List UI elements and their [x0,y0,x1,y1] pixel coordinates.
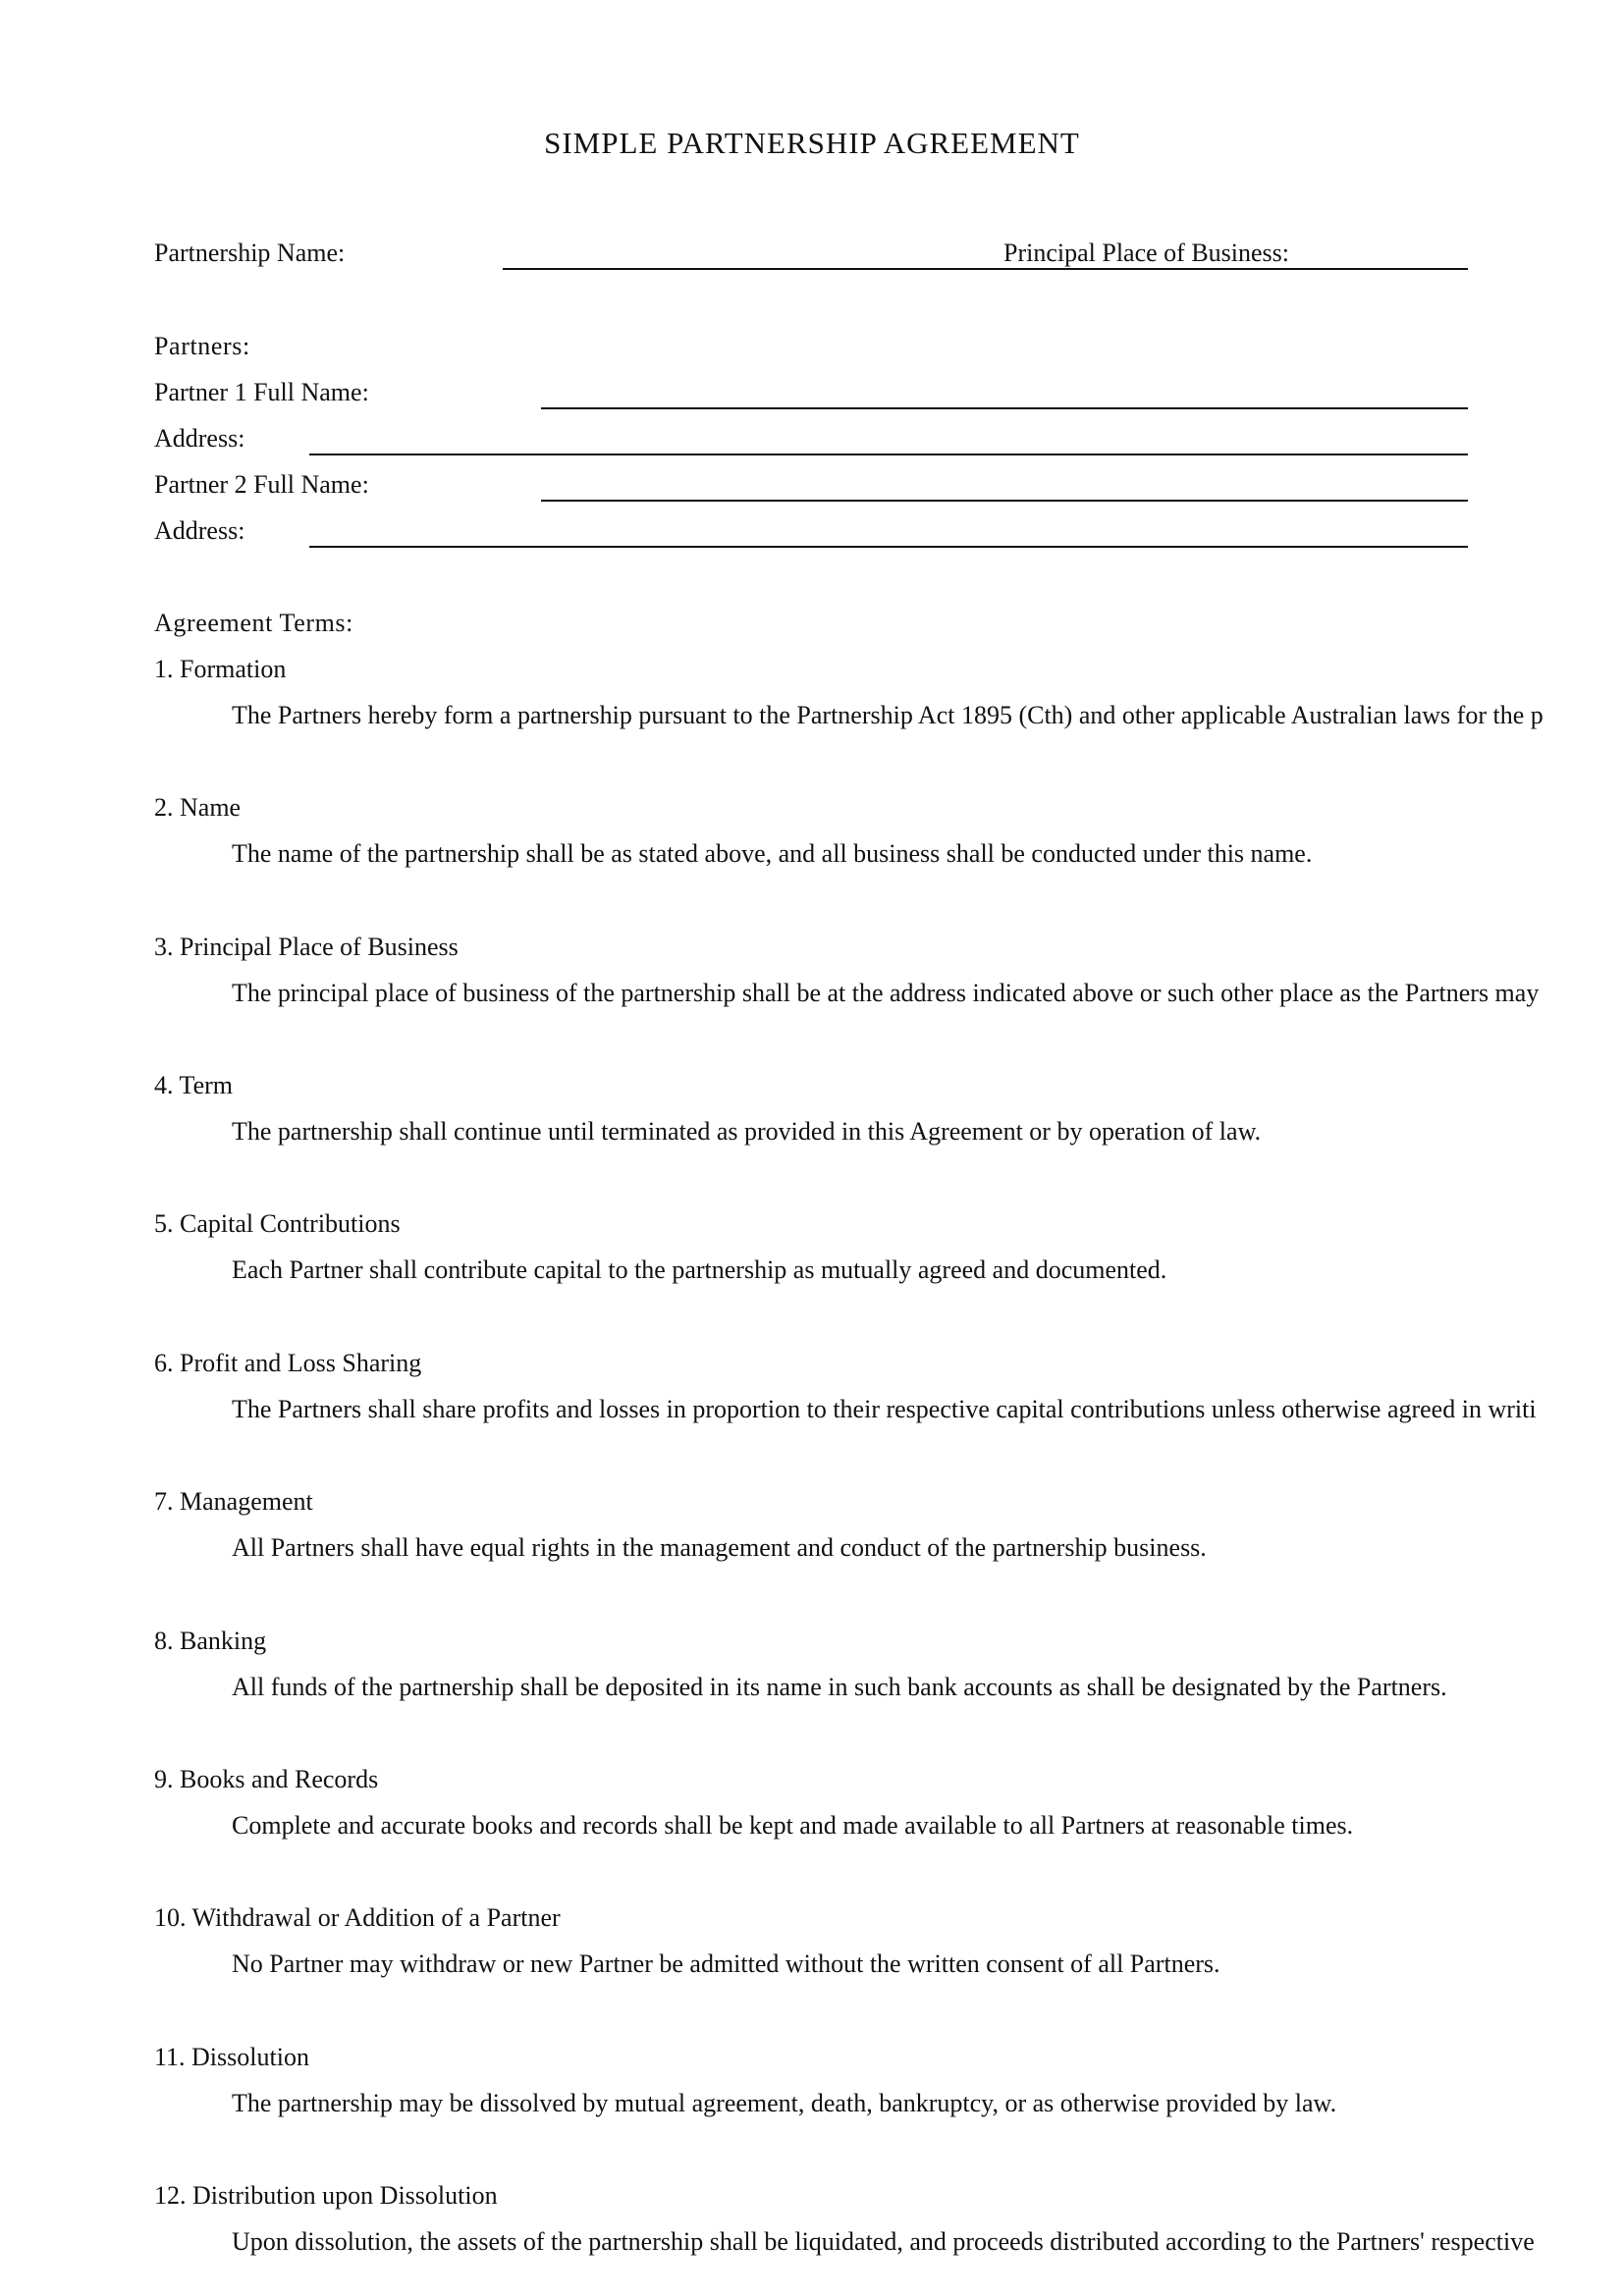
term-heading: 1. Formation [154,655,287,683]
partner2-address-input-line[interactable] [309,546,1468,548]
term-body: All Partners shall have equal rights in the management and conduct of the partnership business. [232,1533,1207,1562]
partner1-name-label: Partner 1 Full Name: [154,378,369,406]
partnership-name-label: Partnership Name: [154,239,346,267]
agreement-terms-heading: Agreement Terms: [154,609,353,637]
term-heading: 10. Withdrawal or Addition of a Partner [154,1903,561,1932]
term-heading: 7. Management [154,1487,313,1516]
term-body: The Partners hereby form a partnership pursuant to the Partnership Act 1895 (Cth) and other applicable Australian laws for the p [232,701,1543,729]
partner1-name-input-line[interactable] [541,407,1468,409]
term-body: Upon dissolution, the assets of the partnership shall be liquidated, and proceeds distributed according to the Partners' respective [232,2227,1535,2256]
term-heading: 8. Banking [154,1627,267,1655]
term-heading: 5. Capital Contributions [154,1209,401,1238]
term-heading: 3. Principal Place of Business [154,933,459,961]
partner2-address-label: Address: [154,516,245,545]
term-heading: 12. Distribution upon Dissolution [154,2181,498,2210]
term-body: The principal place of business of the partnership shall be at the address indicated above or such other place as the Partners may [232,979,1540,1007]
term-body: Complete and accurate books and records shall be kept and made available to all Partners at reasonable times. [232,1811,1354,1840]
partner1-address-label: Address: [154,424,245,453]
term-body: All funds of the partnership shall be deposited in its name in such bank accounts as shall be designated by the Partners. [232,1673,1447,1701]
principal-place-label: Principal Place of Business: [1003,239,1290,267]
term-heading: 4. Term [154,1071,234,1099]
term-body: The partnership shall continue until terminated as provided in this Agreement or by operation of law. [232,1117,1262,1146]
partnership-name-input-line[interactable] [503,268,1468,270]
term-body: The name of the partnership shall be as stated above, and all business shall be conducted under this name. [232,839,1313,868]
partner1-address-input-line[interactable] [309,454,1468,455]
term-body: The partnership may be dissolved by mutual agreement, death, bankruptcy, or as otherwise provided by law. [232,2089,1337,2117]
term-heading: 9. Books and Records [154,1765,379,1793]
term-body: The Partners shall share profits and losses in proportion to their respective capital contributions unless otherwise agreed in writi [232,1395,1537,1423]
term-body: No Partner may withdraw or new Partner be admitted without the written consent of all Partners. [232,1949,1220,1978]
partner2-name-label: Partner 2 Full Name: [154,470,369,499]
term-body: Each Partner shall contribute capital to the partnership as mutually agreed and documented. [232,1255,1167,1284]
term-heading: 11. Dissolution [154,2043,309,2071]
partner2-name-input-line[interactable] [541,500,1468,502]
term-heading: 2. Name [154,793,242,822]
term-heading: 6. Profit and Loss Sharing [154,1349,422,1377]
partners-heading: Partners: [154,332,250,360]
document-title: SIMPLE PARTNERSHIP AGREEMENT [544,126,1080,160]
